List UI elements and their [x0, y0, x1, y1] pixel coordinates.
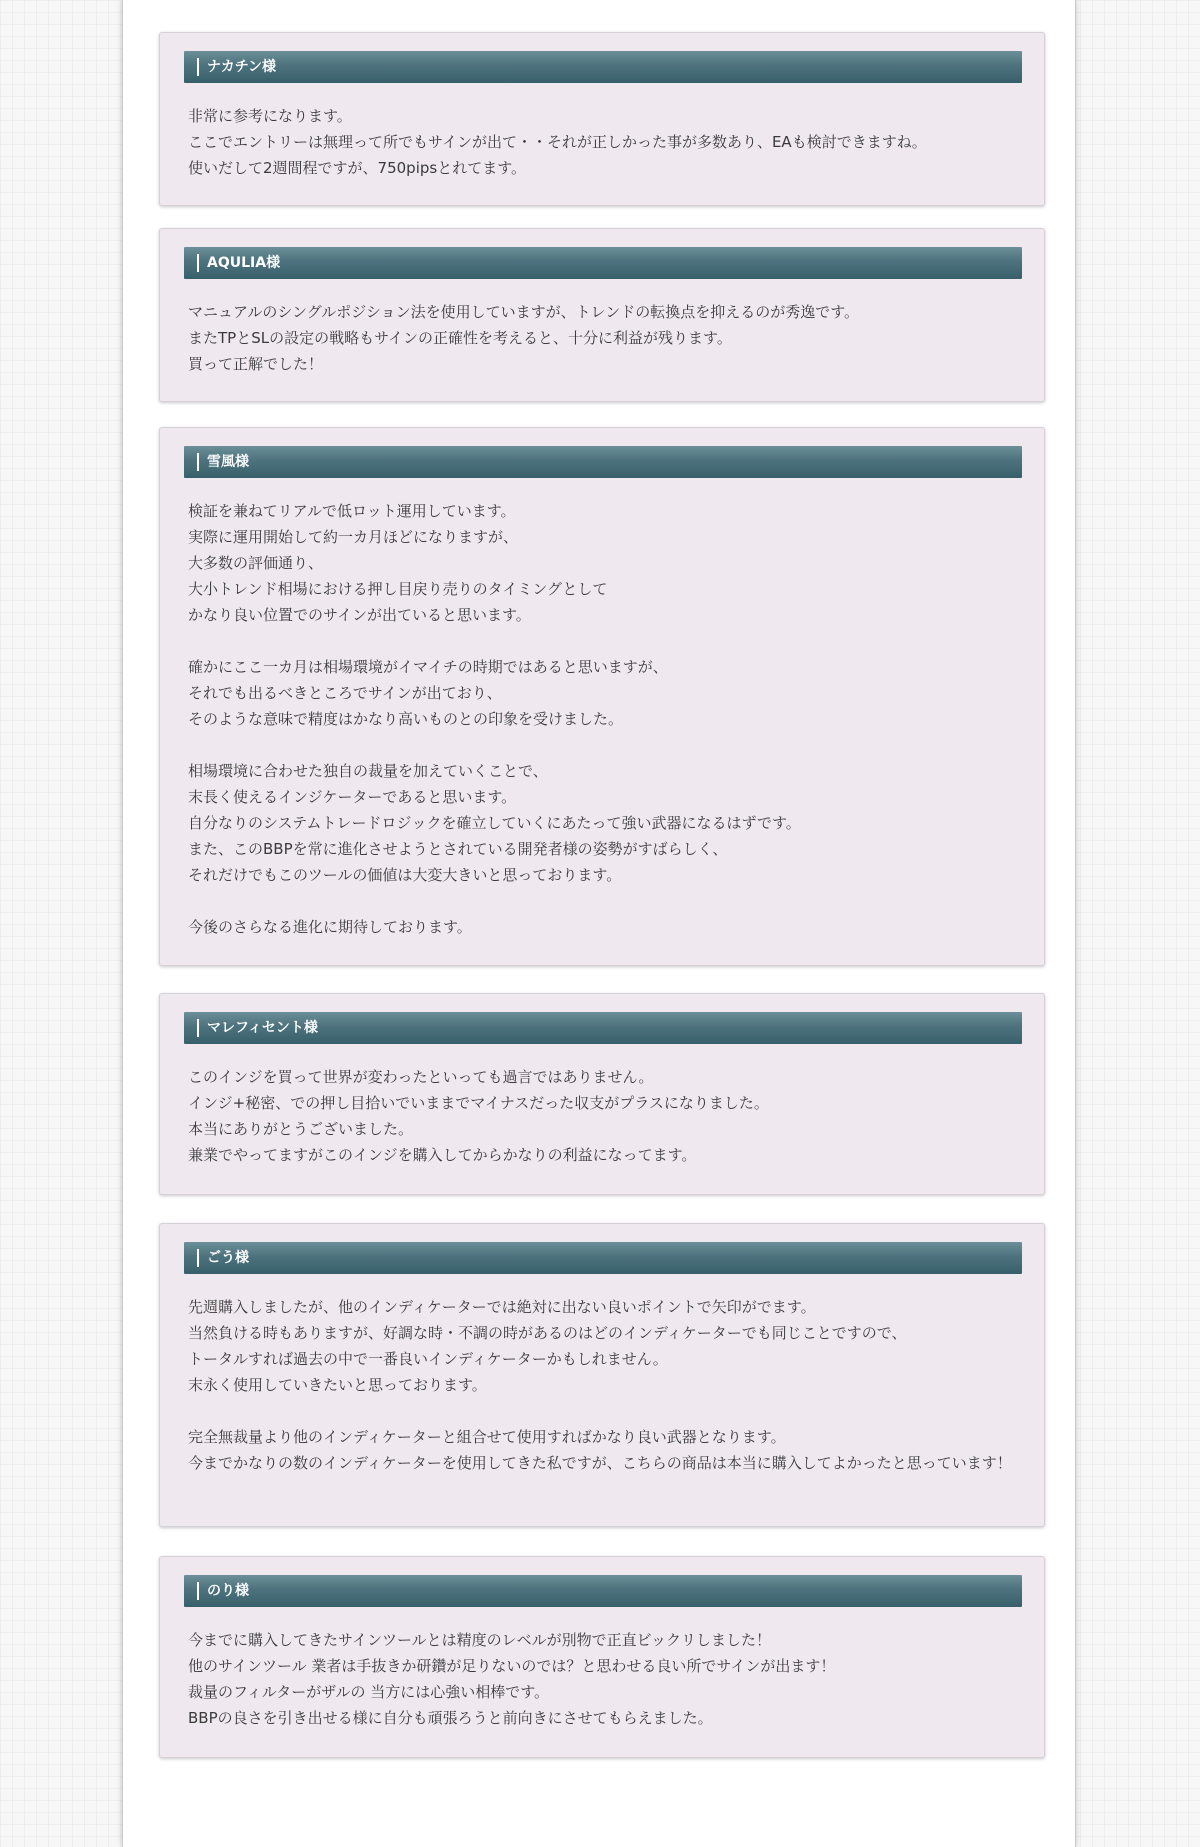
review-paragraph — [188, 1627, 1024, 1731]
review-text — [188, 299, 1024, 377]
reviewer-name: ナカチン様 — [207, 59, 277, 75]
review-header — [184, 51, 1022, 83]
review-header — [184, 247, 1022, 279]
review-header — [184, 1242, 1022, 1274]
review-line: マニュアルのシングルポジション法を使用していますが、トレンドの転換点を抑えるのが秀逸です。 — [188, 303, 860, 321]
review-line: このインジを買って世界が変わったといっても過言ではありません。 — [188, 1068, 654, 1086]
review-line: 実際に運用開始して約一カ月ほどになりますが、 — [188, 528, 519, 546]
review-line: またTPとSLの設定の戦略もサインの正確性を考えると、十分に利益が残ります。 — [188, 329, 732, 347]
review-header — [184, 446, 1022, 478]
review-line: 本当にありがとうございました。 — [188, 1120, 414, 1138]
reviewer-name: マレフィセント様 — [207, 1020, 318, 1036]
review-paragraph — [188, 103, 1024, 181]
review-line: 末永く使用していきたいと思っております。 — [188, 1376, 487, 1394]
review-line: 買って正解でした！ — [188, 355, 324, 373]
review-paragraph — [188, 299, 1024, 377]
review-line: かなり良い位置でのサインが出ていると思います。 — [188, 606, 531, 624]
review-paragraph — [188, 1064, 1024, 1168]
review-card — [159, 32, 1045, 206]
review-line: 今までかなりの数のインディケーターを使用してきた私ですが、こちらの商品は本当に購入してよかったと思っています！ — [188, 1454, 1012, 1472]
review-line: 非常に参考になります。 — [188, 107, 352, 125]
review-line: そのような意味で精度はかなり高いものとの印象を受けました。 — [188, 710, 624, 728]
review-text — [188, 1627, 1024, 1731]
review-line: インジ+秘密、での押し目拾いでいままでマイナスだった収支がプラスになりました。 — [188, 1094, 769, 1112]
review-line: 確かにここ一カ月は相場環境がイマイチの時期ではあると思いますが、 — [188, 658, 668, 676]
review-line: それだけでもこのツールの価値は大変大きいと思っております。 — [188, 866, 622, 884]
review-line: 他のサインツール 業者は手抜きか研鑽が足りないのでは？と思わせる良い所でサインが出ます！ — [188, 1657, 836, 1675]
review-line: 大多数の評価通り、 — [188, 554, 324, 572]
review-line: 検証を兼ねてリアルで低ロット運用しています。 — [188, 502, 516, 520]
reviewer-name: ごう様 — [207, 1250, 249, 1266]
review-card — [159, 993, 1045, 1195]
review-card — [159, 1556, 1045, 1758]
review-text — [188, 1064, 1024, 1168]
review-paragraph — [188, 1424, 1024, 1476]
review-line: BBPの良さを引き出せる様に自分も頑張ろうと前向きにさせてもらえました。 — [188, 1709, 713, 1727]
reviewer-name: 雪風様 — [207, 454, 249, 470]
review-line: 末長く使えるインジケーターであると思います。 — [188, 788, 517, 806]
review-line: それでも出るべきところでサインが出ており、 — [188, 684, 502, 702]
review-card — [159, 1223, 1045, 1527]
review-line: また、このBBPを常に進化させようとされている開発者様の姿勢がすばらしく、 — [188, 840, 728, 858]
review-line: ここでエントリーは無理って所でもサインが出て・・それが正しかった事が多数あり、EAも検討できますね。 — [188, 133, 927, 151]
review-paragraph — [188, 654, 1024, 732]
review-card — [159, 427, 1045, 966]
review-line: 自分なりのシステムトレードロジックを確立していくにあたって強い武器になるはずです。 — [188, 814, 801, 832]
review-paragraph — [188, 498, 1024, 628]
review-line: トータルすれば過去の中で一番良いインディケーターかもしれません。 — [188, 1350, 668, 1368]
review-header — [184, 1575, 1022, 1607]
review-paragraph — [188, 758, 1024, 888]
review-header — [184, 1012, 1022, 1044]
page-container — [122, 0, 1076, 1847]
review-line: 使いだして2週間程ですが、750pipsとれてます。 — [188, 159, 527, 177]
review-paragraph — [188, 1294, 1024, 1398]
review-text — [188, 498, 1024, 940]
review-card — [159, 228, 1045, 402]
review-line: 相場環境に合わせた独自の裁量を加えていくことで、 — [188, 762, 548, 780]
reviewer-name: AQULIA様 — [207, 255, 281, 271]
review-text — [188, 103, 1024, 181]
review-line: 先週購入しましたが、他のインディケーターでは絶対に出ない良いポイントで矢印がでます。 — [188, 1298, 816, 1316]
review-paragraph — [188, 914, 1024, 940]
review-text — [188, 1294, 1024, 1476]
review-line: 裁量のフィルターがザルの 当方には心強い相棒です。 — [188, 1683, 550, 1701]
review-line: 今までに購入してきたサインツールとは精度のレベルが別物で正直ビックリしました！ — [188, 1631, 772, 1649]
review-line: 兼業でやってますがこのインジを購入してからかなりの利益になってます。 — [188, 1146, 697, 1164]
review-line: 当然負ける時もありますが、好調な時・不調の時があるのはどのインディケーターでも同じことですので、 — [188, 1324, 907, 1342]
review-line: 大小トレンド相場における押し目戻り売りのタイミングとして — [188, 580, 608, 598]
review-line: 完全無裁量より他のインディケーターと組合せて使用すればかなり良い武器となります。 — [188, 1428, 786, 1446]
reviewer-name: のり様 — [207, 1583, 249, 1599]
review-line: 今後のさらなる進化に期待しております。 — [188, 918, 472, 936]
